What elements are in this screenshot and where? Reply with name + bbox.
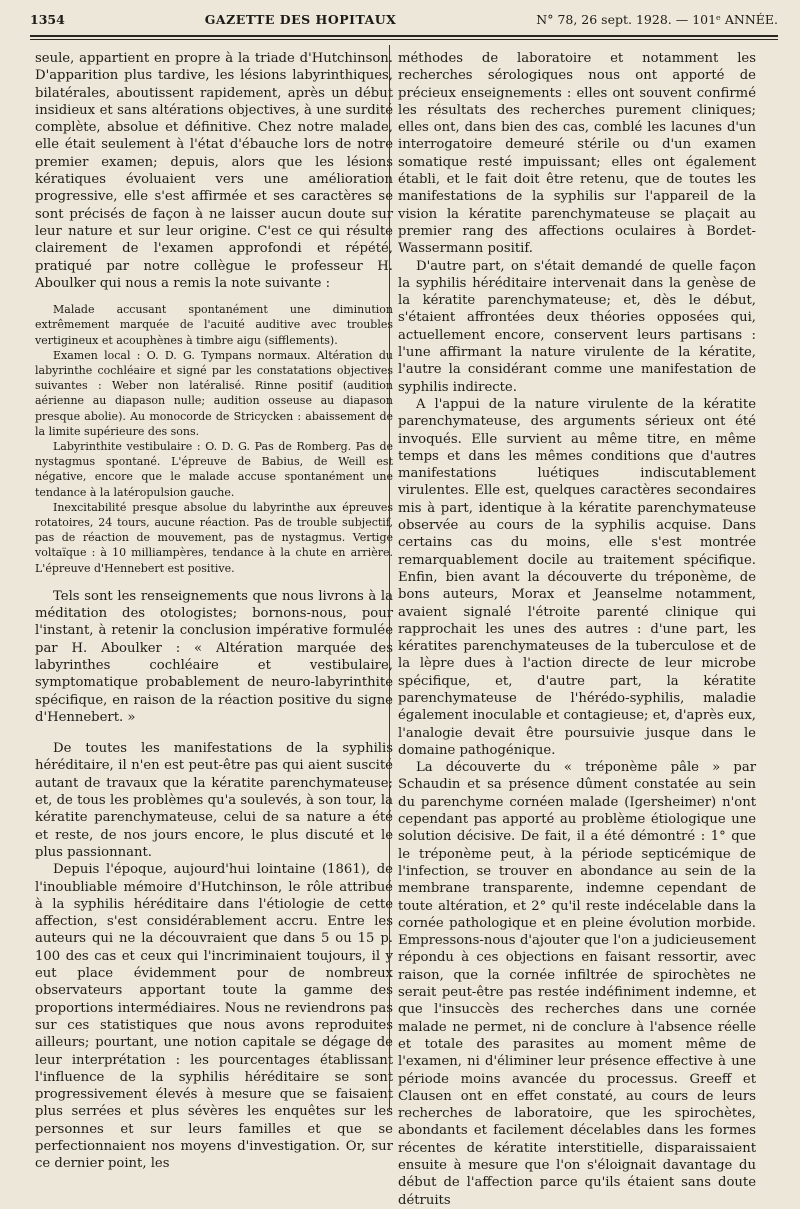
- right-paragraph-1: méthodes de laboratoire et notamment les recherches sérologiques nous ont apporté de précieux enseignements : elles ont souvent confirmé les résultats des recherches purement cliniques; elles ont, dans bien des cas, comblé les lacunes d'un interrogatoire demeuré stérile ou d'un examen somatique resté impuissant; elles ont également établi, et le fait doit être retenu, que de toutes les manifestations de la syphilis sur l'appareil de la vision la kératite parenchymateuse se plaçait au premier rang des affections oculaires à Bordet-Wassermann positif.: [398, 51, 756, 257]
- note-paragraph: Malade accusant spontanément une diminution extrêmement marquée de l'acuité auditive avec troubles vertigineux et acouphènes à timbre aigu (sifflements).: [35, 303, 393, 347]
- issue-info: N° 78, 26 sept. 1928. — 101ᵉ ANNÉE.: [536, 12, 778, 27]
- note-paragraph: Examen local : O. D. G. Tympans normaux. Altération du labyrinthe cochléaire et signé par les constatations objectives suivantes : Weber non latéralisé. Rinne positif (audition aérienne au diapason nulle; audition osseuse au diapason presque abolie). Au monocorde de Stricycken : abaissement de la limite supérieure des sons.: [35, 348, 393, 438]
- clinical-note: [35, 302, 393, 576]
- left-paragraph-3: De toutes les manifestations de la syphilis héréditaire, il n'en est peut-être pas qui aient suscité autant de travaux que la kératite parenchymateuse; et, de tous les problèmes qu'a soulevés, à son tour, la kératite parenchymateuse, celui de sa nature a été et reste, de nos jours encore, le plus discuté et le plus passionnant.: [35, 741, 393, 860]
- left-paragraph-4: Depuis l'époque, aujourd'hui lointaine (1861), de l'inoubliable mémoire d'Hutchinson, le rôle attribué à la syphilis héréditaire dans l'étiologie de cette affection, s'est considérablement accru. Entre les auteurs qui ne la découvraient que dans 5 ou 15 p. 100 des cas et ceux qui l'incriminaient toujours, il y eut place évidemment pour de nombreux observateurs apportant toute la gamme des proportions intermédiaires. Nous ne reviendrons pas sur ces statistiques que nous avons reproduites ailleurs; pourtant, une notion capitale se dégage de leur interprétation : les pourcentages établissant l'influence de la syphilis héréditaire se sont progressivement élevés à mesure que se faisaient plus serrées et plus sévères les enquêtes sur les personnes et sur leurs familles et que se perfectionnaient nos moyens d'investigation. Or, sur ce dernier point, les: [35, 862, 393, 1172]
- running-header: [30, 12, 778, 34]
- right-column: [398, 50, 756, 1208]
- column-divider: [389, 45, 390, 1110]
- page-number: 1354: [30, 12, 65, 27]
- left-intro-paragraph: seule, appartient en propre à la triade d'Hutchinson. D'apparition plus tardive, les lésions labyrinthiques, bilatérales, aboutissent rapidement, après un début insidieux et sans altérations objectives, à une surdité complète, absolue et définitive. Chez notre malade, elle était seulement à l'état d'ébauche lors de notre premier examen; depuis, alors que les lésions kératiques évoluaient vers une amélioration progressive, elle s'est affirmée et ses caractères se sont précisés de façon à ne laisser aucun doute sur leur nature et sur leur origine. C'est ce qui résulte clairement de l'examen approfondi et répété, pratiqué par notre collègue le professeur H. Aboulker qui nous a remis la note suivante :: [35, 51, 393, 291]
- note-paragraph: Inexcitabilité presque absolue du labyrinthe aux épreuves rotatoires, 24 tours, aucune réaction. Pas de trouble subjectif, pas de réaction de mouvement, pas de nystagmus. Vertige voltaïque : à 10 milliampères, tendance à la chute en arrière. L'épreuve d'Hennebert est positive.: [35, 500, 393, 575]
- left-column: [35, 50, 393, 1172]
- left-paragraph-2: Tels sont les renseignements que nous livrons à la méditation des otologistes; bornons-nous, pour l'instant, à retenir la conclusion impérative formulée par H. Aboulker : « Altération marquée des labyrinthes cochléaire et vestibulaire, symptomatique probablement de neuro-labyrinthite spécifique, en raison de la réaction positive du signe d'Hennebert. »: [35, 588, 393, 725]
- right-paragraph-4: La découverte du « tréponème pâle » par Schaudin et sa présence dûment constatée au sein du parenchyme cornéen malade (Igersheimer) n'ont cependant pas apporté au problème étiologique une solution décisive. De fait, il a été démontré : 1° que le tréponème peut, à la période septicémique de l'infection, se trouver en abondance au sein de la membrane transparente, indemne cependant de toute altération, et 2° qu'il reste indécelable dans la cornée pathologique et en pleine évolution morbide. Empressons-nous d'ajouter que l'on a judicieusement répondu à ces objections en faisant ressortir, avec raison, que la cornée infiltrée de spirochètes ne serait peut-être pas restée indéfiniment indemne, et que l'insuccès des recherches dans une cornée malade ne permet, ni de conclure à l'absence réelle et totale des parasites au moment même de l'examen, ni d'éliminer leur présence effective à une période moins avancée du processus. Greeff et Clausen ont en effet constaté, au cours de leurs recherches de laboratoire, que les spirochètes, abondants et facilement décelables dans les formes récentes de kératite interstitielle, disparaissaient ensuite à mesure que l'on s'éloignait davantage du début de l'affection parce qu'ils étaient sans doute détruits: [398, 760, 756, 1208]
- right-paragraph-3: A l'appui de la nature virulente de la kératite parenchymateuse, des arguments sérieux ont été invoqués. Elle survient au même titre, en même temps et dans les mêmes conditions que d'autres manifestations luétiques indiscutablement virulentes. Elle est, quelques caractères secondaires mis à part, identique à la kératite parenchymateuse observée au cours de la syphilis acquise. Dans certains cas du moins, elle s'est montrée remarquablement docile au traitement spécifique. Enfin, bien avant la découverte du tréponème, de bons auteurs, Morax et Jeanselme notamment, avaient signalé l'étroite parenté clinique qui rapprochait les unes des autres : d'une part, les kératites parenchymateuses de la tuberculose et de la lèpre dues à l'action directe de leur microbe spécifique, et, d'autre part, la kératite parenchymateuse de l'hérédo-syphilis, maladie également inoculable et contagieuse; et, d'après eux, l'analogie devait être poursuivie jusque dans le domaine pathogénique.: [398, 396, 756, 758]
- note-paragraph: Labyrinthite vestibulaire : O. D. G. Pas de Romberg. Pas de nystagmus spontané. L'épreuve de Babius, de Weill est négative, encore que le malade accuse spontanément une tendance à la latéropulsion gauche.: [35, 439, 393, 499]
- header-rule-thin: [30, 39, 778, 40]
- journal-title: GAZETTE DES HOPITAUX: [204, 12, 397, 27]
- section-gap: [35, 726, 393, 740]
- header-rule: [30, 35, 778, 37]
- right-paragraph-2: D'autre part, on s'était demandé de quelle façon la syphilis héréditaire intervenait dans la genèse de la kératite parenchymateuse; et, dès le début, s'étaient affrontées deux théories opposées qui, actuellement encore, conservent leurs partisans : l'une affirmant la nature virulente de la kératite, l'autre la considérant comme une manifestation de syphilis indirecte.: [398, 258, 756, 395]
